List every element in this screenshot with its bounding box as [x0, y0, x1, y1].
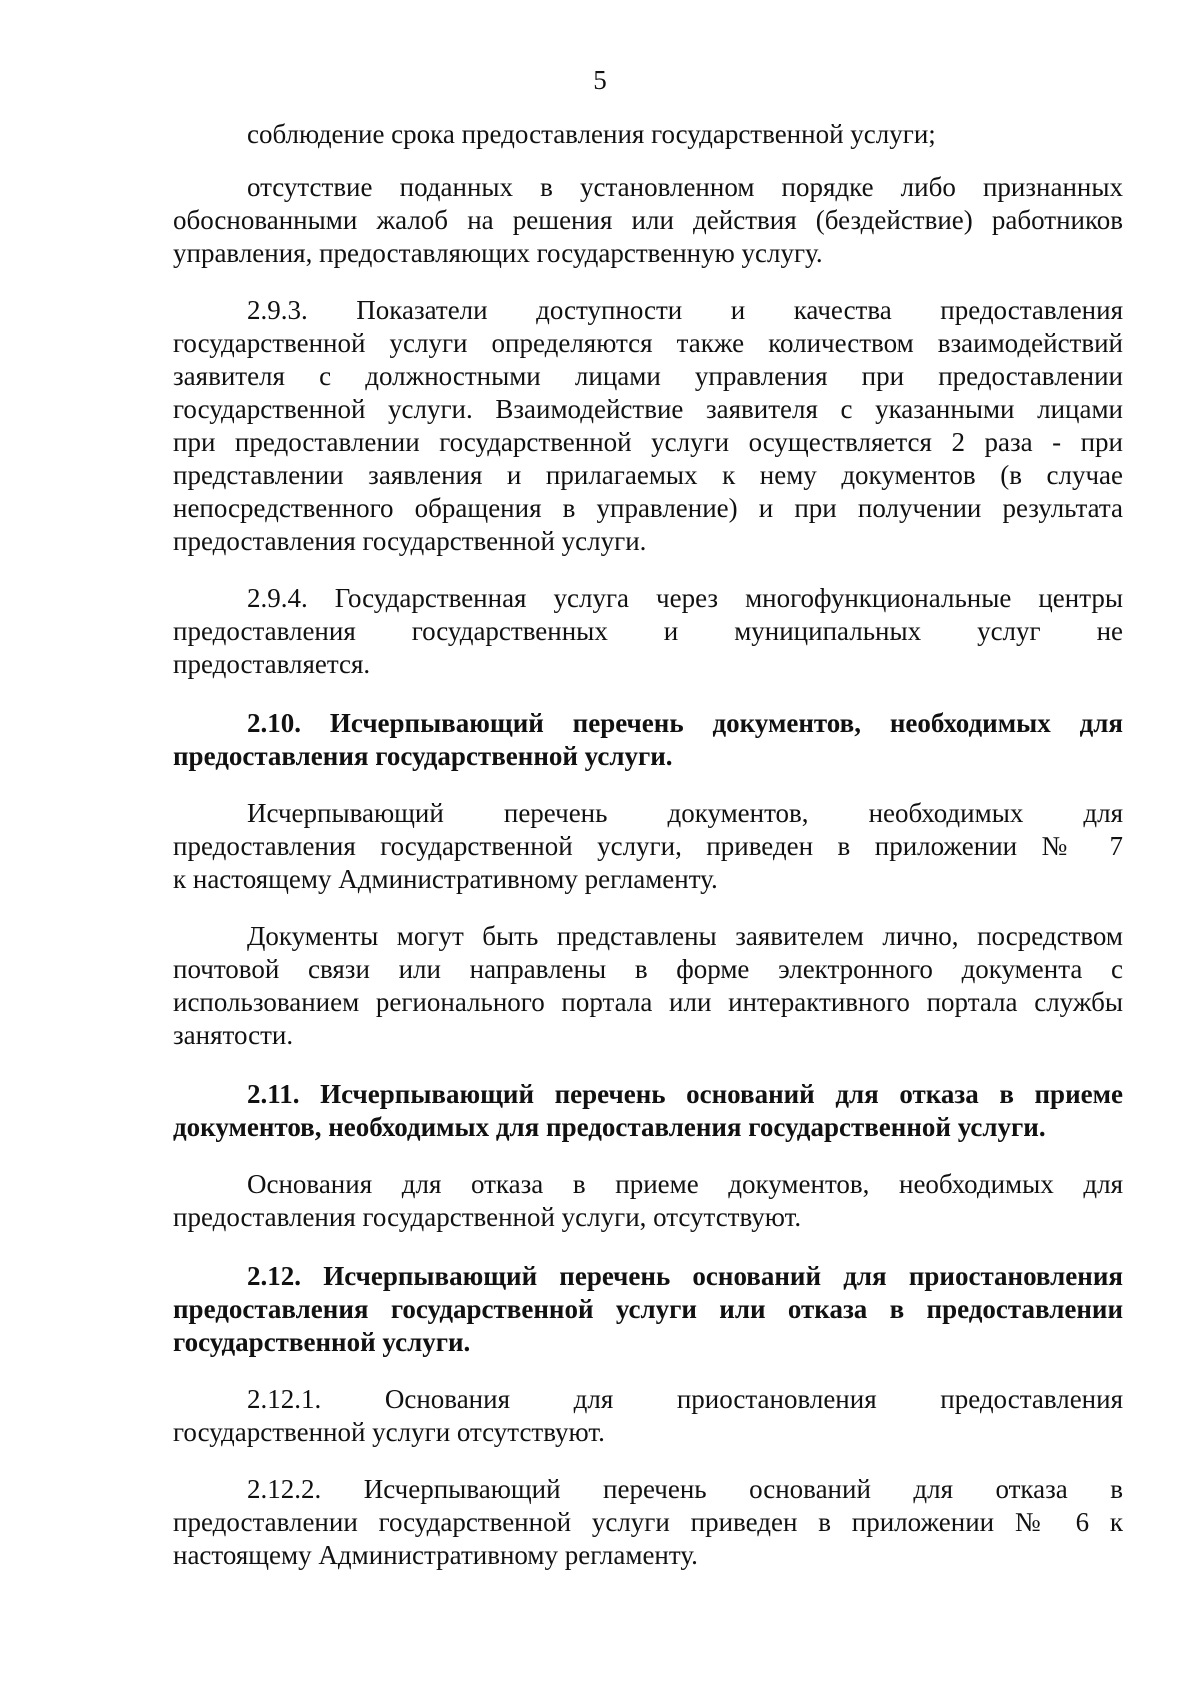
text-line: использованием регионального портала или интерактивного портала службы: [173, 987, 1123, 1017]
text-line: настоящему Административному регламенту.: [173, 1540, 698, 1570]
heading-line: 2.11. Исчерпывающий перечень оснований для отказа в приеме: [247, 1079, 1123, 1109]
text-line: Исчерпывающий перечень документов, необходимых для: [247, 798, 1123, 828]
text-line: представлении заявления и прилагаемых к нему документов (в случае: [173, 460, 1123, 490]
paragraph-deadline: соблюдение срока предоставления государственной услуги;: [247, 119, 936, 149]
document-body: [173, 118, 1123, 1572]
heading-2-12: [173, 1260, 1123, 1359]
paragraph-documents-submission: [173, 920, 1123, 1052]
text-line: 2.9.4. Государственная услуга через многофункциональные центры: [247, 583, 1123, 613]
paragraph-2-12-2: [173, 1473, 1123, 1572]
text-line: предоставления государственной услуги, отсутствуют.: [173, 1202, 802, 1232]
text-line: предоставления государственной услуги.: [173, 526, 647, 556]
text-line: 2.12.1. Основания для приостановления предоставления: [247, 1384, 1123, 1414]
text-line: государственной услуги отсутствуют.: [173, 1417, 605, 1447]
heading-line: предоставления государственной услуги.: [173, 741, 673, 771]
heading-line: 2.12. Исчерпывающий перечень оснований для приостановления: [247, 1261, 1123, 1291]
paragraph-2-9-3: [173, 294, 1123, 558]
text-line: управления, предоставляющих государственную услугу.: [173, 238, 823, 268]
paragraph-complaints: [173, 171, 1123, 270]
paragraph-2-12-1: [173, 1383, 1123, 1449]
heading-line: 2.10. Исчерпывающий перечень документов, необходимых для: [247, 708, 1123, 738]
text-line: заявителя с должностными лицами управления при предоставлении: [173, 361, 1123, 391]
text-line: предоставляется.: [173, 649, 371, 679]
page-number: 5: [593, 65, 607, 95]
text-line: государственной услуги определяются также количеством взаимодействий: [173, 328, 1123, 358]
text-line: 2.12.2. Исчерпывающий перечень оснований для отказа в: [247, 1474, 1123, 1504]
text-line: 2.9.3. Показатели доступности и качества предоставления: [247, 295, 1123, 325]
text-line: обоснованными жалоб на решения или действия (бездействие) работников: [173, 205, 1123, 235]
text-line: предоставления государственной услуги, приведен в приложении № 7: [173, 831, 1123, 861]
text-line: предоставления государственных и муниципальных услуг не: [173, 616, 1123, 646]
text-line: Основания для отказа в приеме документов, необходимых для: [247, 1169, 1123, 1199]
text-line: занятости.: [173, 1020, 294, 1050]
heading-2-11: [173, 1078, 1123, 1144]
text-line: предоставлении государственной услуги приведен в приложении № 6 к: [173, 1507, 1123, 1537]
heading-2-10: [173, 707, 1123, 773]
paragraph-documents-list: [173, 797, 1123, 896]
heading-line: предоставления государственной услуги или отказа в предоставлении: [173, 1294, 1123, 1324]
text-line: Документы могут быть представлены заявителем лично, посредством: [247, 921, 1123, 951]
heading-line: документов, необходимых для предоставления государственной услуги.: [173, 1112, 1046, 1142]
paragraph-2-9-4: [173, 582, 1123, 681]
text-line: к настоящему Административному регламенту.: [173, 864, 718, 894]
text-line: государственной услуги. Взаимодействие заявителя с указанными лицами: [173, 394, 1123, 424]
text-line: отсутствие поданных в установленном порядке либо признанных: [247, 172, 1123, 202]
paragraph-refusal-grounds: [173, 1168, 1123, 1234]
text-line: при предоставлении государственной услуги осуществляется 2 раза - при: [173, 427, 1123, 457]
text-line: почтовой связи или направлены в форме электронного документа с: [173, 954, 1123, 984]
heading-line: государственной услуги.: [173, 1327, 471, 1357]
text-line: непосредственного обращения в управление) и при получении результата: [173, 493, 1123, 523]
